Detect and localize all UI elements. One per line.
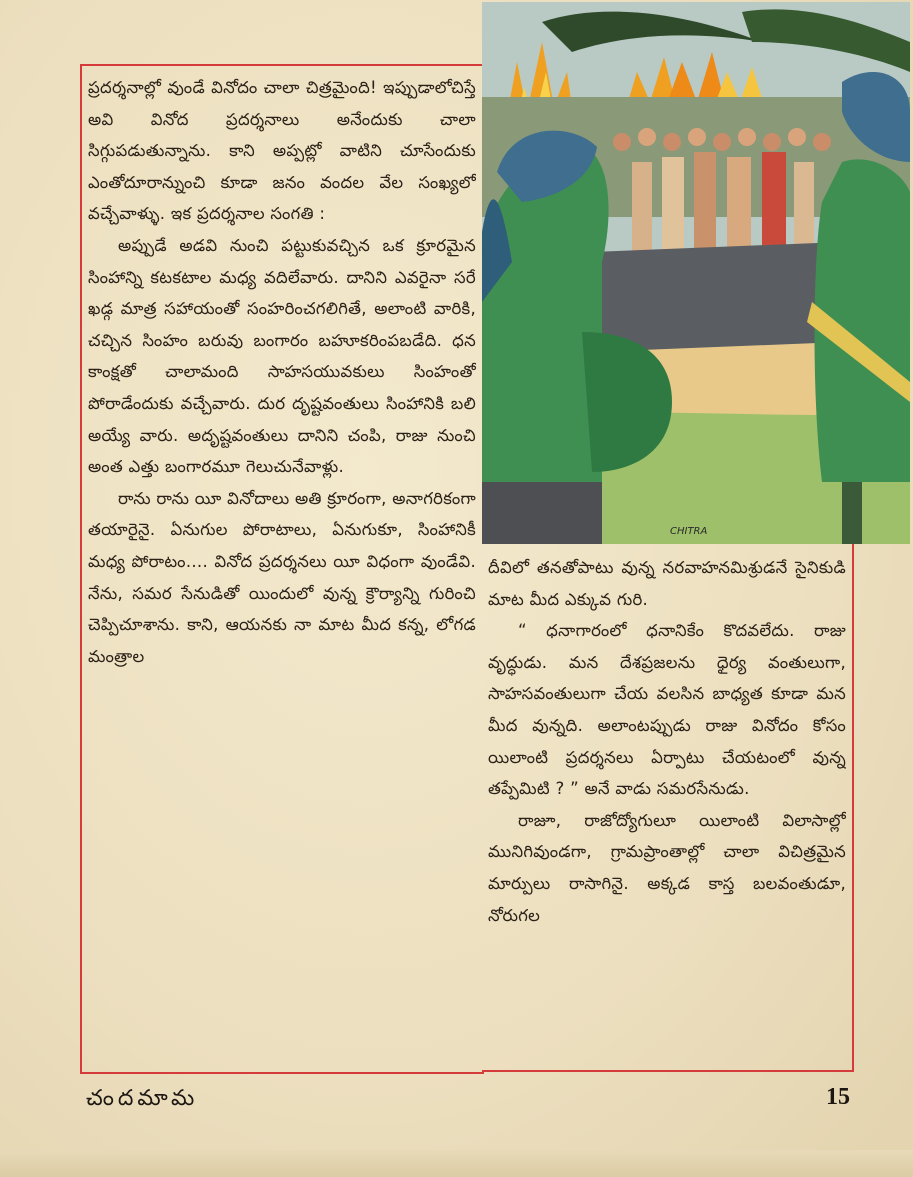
paragraph: అప్పుడే అడవి నుంచి పట్టుకువచ్చిన ఒక క్రూరమైన సింహాన్ని కటకటాల మధ్య వదిలేవారు. దానిని ఎవరైనా సరే ఖడ్గ మాత్ర సహాయంతో సంహరించగలిగితే, అలాంటి వారికి, చచ్చిన సింహం బరువు బంగారం బహూకరింపబడేది. ధన కాంక్షతో చాలామంది సాహసయువకులు సింహంతో పోరాడేందుకు వచ్చేవారు. దుర దృష్టవంతులు సింహానికి బలి అయ్యే వారు. అదృష్టవంతులు దానిని చంపి, రాజు నుంచి అంత ఎత్తు బంగారమూ గెలుచునేవాళ్లు. xyxy=(88,235,476,477)
paragraph: దీవిలో తనతోపాటు వున్న నరవాహనమిశ్రుడనే సైనికుడి మాట మీద ఎక్కువ గురి. xyxy=(488,558,846,609)
page-number: 15 xyxy=(826,1084,850,1110)
paragraph: “ ధనాగారంలో ధనానికేం కొదవలేదు. రాజు వృద్ధుడు. మన దేశప్రజలను ధైర్య వంతులుగా, సాహసవంతులుగా చేయ వలసిన బాధ్యత కూడా మన మీద వున్నది. అలాంటప్పుడు రాజు వినోదం కోసం యిలాంటి ప్రదర్శనలు ఏర్పాటు చేయటంలో వున్న తప్పేమిటి ? ” అనే వాడు సమరసేనుడు. xyxy=(488,621,846,799)
paragraph: ప్రదర్శనాల్లో వుండే వినోదం చాలా చిత్రమైంది! ఇప్పుడాలోచిస్తే అవి వినోద ప్రదర్శనాలు అనేందుకు చాలా సిగ్గుపడుతున్నాను. కాని అప్పట్లో వాటిని చూసేందుకు ఎంతోదూరాన్నుంచి కూడా జనం వందల వేల సంఖ్యలో వచ్చేవాళ్ళు. ఇక ప్రదర్శనాల సంగతి : xyxy=(88,78,476,224)
artist-signature: CHITRA xyxy=(670,526,708,537)
right-text-column xyxy=(488,552,846,1066)
left-text-column xyxy=(88,72,476,1062)
magazine-title: చందమామ xyxy=(86,1086,199,1111)
page-bottom-edge xyxy=(0,1150,913,1177)
paragraph: రాజూ, రాజోద్యోగులూ యిలాంటి విలాసాల్లో మునిగివుండగా, గ్రామప్రాంతాల్లో చాలా విచిత్రమైన మార్పులు రాసాగినై. అక్కడ కాస్త బలవంతుడూ, నోరుగల xyxy=(488,810,846,925)
paragraph: రాను రాను యీ వినోదాలు అతి క్రూరంగా, అనాగరికంగా తయారైనై. ఏనుగుల పోరాటాలు, ఏనుగుకూ, సింహానికీ మధ్య పోరాటం.... వినోద ప్రదర్శనలు యీ విధంగా వుండేవి. నేను, సమర సేనుడితో యిందులో వున్న క్రౌర్యాన్ని గురించి చెప్పిచూశాను. కాని, ఆయనకు నా మాట మీద కన్న, లోగడ మంత్రాల xyxy=(88,488,476,666)
story-illustration xyxy=(482,2,910,544)
